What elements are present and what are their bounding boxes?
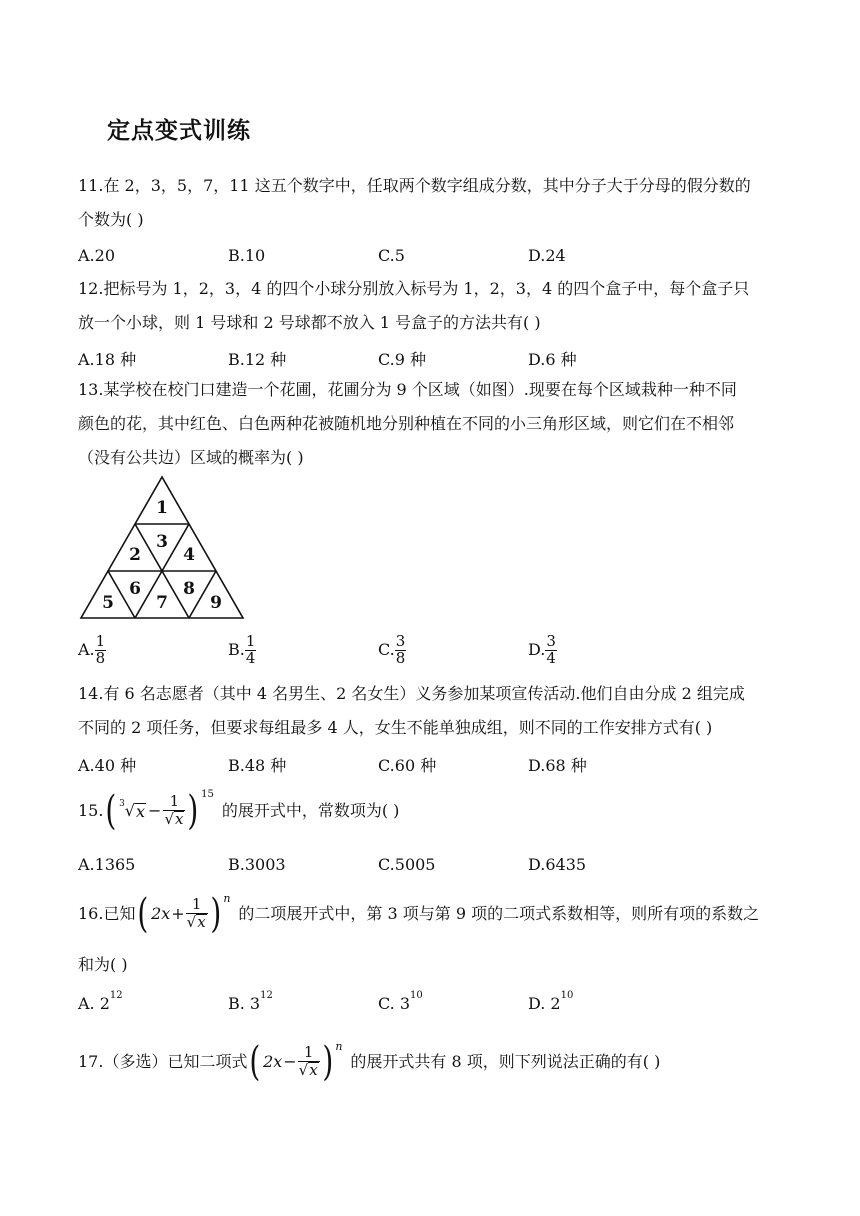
region-label-4: 4 xyxy=(183,545,195,565)
region-label-1: 1 xyxy=(156,498,168,518)
q12-option-c: C.9 种 xyxy=(378,350,427,369)
q11-line2: 个数为( ) xyxy=(78,210,144,229)
left-paren: ( xyxy=(137,891,149,937)
denominator xyxy=(298,1061,320,1079)
q13-option-c-prefix: C. xyxy=(378,639,395,659)
minus-sign: − xyxy=(148,801,162,820)
denominator: 8 xyxy=(95,648,106,667)
numerator: 3 xyxy=(546,632,556,650)
q11-options xyxy=(78,246,778,266)
q11-option-b: B.10 xyxy=(228,246,266,265)
q13-option-a-prefix: A. xyxy=(78,639,95,659)
numerator: 3 xyxy=(395,632,406,650)
term-2x: 2x xyxy=(263,1052,283,1071)
q15-option-a: A.1365 xyxy=(78,855,136,874)
exponent: 12 xyxy=(109,990,123,1001)
base: D. 2 xyxy=(528,994,561,1013)
q15-suffix: 的展开式中，常数项为( ) xyxy=(221,801,400,820)
base: A. 2 xyxy=(78,994,110,1013)
q12-line1: 12.把标号为 1，2，3，4 的四个小球分别放入标号为 1，2，3，4 的四个盒子中，每个盒子只 xyxy=(78,279,750,298)
q13-option-b xyxy=(228,634,256,667)
denominator xyxy=(186,913,208,931)
q14-option-a: A.40 种 xyxy=(78,756,137,775)
plus-sign: + xyxy=(171,904,185,923)
exponent: n xyxy=(335,1039,343,1053)
base: B. 3 xyxy=(228,994,261,1013)
q12-option-b: B.12 种 xyxy=(228,350,287,369)
section-title: 定点变式训练 xyxy=(107,118,251,144)
q13-option-b-prefix: B. xyxy=(228,639,245,659)
q15-fraction xyxy=(163,794,185,828)
q16-option-a xyxy=(78,990,123,1013)
q15-stem xyxy=(78,786,399,836)
q12-option-a: A.18 种 xyxy=(78,350,137,369)
q15-option-d: D.6435 xyxy=(528,855,587,874)
exponent: 10 xyxy=(410,990,423,1001)
term-2x: 2x xyxy=(151,904,171,923)
q13-line3: （没有公共边）区域的概率为( ) xyxy=(78,448,304,467)
q13-line2: 颜色的花，其中红色、白色两种花被随机地分别种植在不同的小三角形区域，则它们在不相邻 xyxy=(78,414,735,433)
q13-line1: 13.某学校在校门口建造一个花圃，花圃分为 9 个区域（如图）.现要在每个区域栽种一种不同 xyxy=(78,380,737,399)
q17-stem xyxy=(78,1036,660,1088)
numerator: 1 xyxy=(245,632,256,650)
q14-line2: 不同的 2 项任务，但要求每组最多 4 人，女生不能单独成组，则不同的工作安排方式有( ) xyxy=(78,718,713,737)
numerator: 1 xyxy=(303,1043,314,1062)
denominator: 8 xyxy=(395,648,406,667)
radical-sign: √ xyxy=(124,801,135,820)
q16-options xyxy=(78,990,778,1014)
q13-option-a-fraction xyxy=(95,634,107,667)
q15-option-c: C.5005 xyxy=(378,855,436,874)
radical-index: 3 xyxy=(119,798,125,809)
q11-option-a: A.20 xyxy=(78,246,115,265)
region-label-9: 9 xyxy=(210,593,222,613)
radical-sign: √ xyxy=(298,1061,309,1079)
radicand: x xyxy=(197,913,206,931)
q16-fraction xyxy=(186,897,208,931)
exponent: n xyxy=(223,891,231,905)
region-label-2: 2 xyxy=(129,545,141,565)
q16-suffix: 的二项展开式中，第 3 项与第 9 项的二项式系数相等，则所有项的系数之 xyxy=(238,904,760,923)
q15-option-b: B.3003 xyxy=(228,855,286,874)
region-label-5: 5 xyxy=(102,593,114,613)
right-paren: ) xyxy=(210,891,221,937)
q13-option-c-fraction xyxy=(395,634,407,667)
numerator: 1 xyxy=(95,632,106,650)
denominator xyxy=(163,810,185,828)
q13-option-c xyxy=(378,634,406,667)
q12-option-d: D.6 种 xyxy=(528,350,577,369)
region-label-8: 8 xyxy=(183,579,195,599)
q12-line2: 放一个小球，则 1 号球和 2 号球都不放入 1 号盒子的方法共有( ) xyxy=(78,313,541,332)
q14-line1: 14.有 6 名志愿者（其中 4 名男生、2 名女生）义务参加某项宣传活动.他们自由分成 2 组完成 xyxy=(78,684,745,703)
q13-option-d-prefix: D. xyxy=(528,639,546,659)
q16-option-d xyxy=(528,990,574,1013)
numerator: 1 xyxy=(169,792,180,811)
q16-prefix: 16.已知 xyxy=(78,904,136,923)
triangle-garden-figure xyxy=(78,474,248,624)
radical-sign: √ xyxy=(186,913,197,931)
q16-option-b xyxy=(228,990,273,1013)
q14-option-b: B.48 种 xyxy=(228,756,287,775)
q13-option-a xyxy=(78,634,106,667)
exponent: 15 xyxy=(201,789,214,800)
region-label-6: 6 xyxy=(129,579,141,599)
q11-line1: 11.在 2，3，5，7，11 这五个数字中，任取两个数字组成分数，其中分子大于分母的假分数的 xyxy=(78,176,751,195)
q14-options xyxy=(78,753,778,773)
right-paren: ) xyxy=(187,788,199,834)
q17-fraction xyxy=(298,1045,320,1079)
q13-options xyxy=(78,634,778,678)
q13-option-d-fraction xyxy=(545,634,557,667)
q17-prefix: 17.（多选）已知二项式 xyxy=(78,1052,248,1071)
region-label-3: 3 xyxy=(156,532,168,552)
region-label-7: 7 xyxy=(156,593,168,613)
left-paren: ( xyxy=(249,1039,261,1085)
radicand: x xyxy=(175,810,184,828)
q13-option-d xyxy=(528,634,557,667)
q11-option-d: D.24 xyxy=(528,246,566,265)
q11-option-c: C.5 xyxy=(378,246,405,265)
exponent: 10 xyxy=(560,990,574,1001)
q16-stem xyxy=(78,888,759,940)
denominator: 4 xyxy=(546,648,556,667)
exponent: 12 xyxy=(260,990,273,1001)
right-paren: ) xyxy=(322,1039,333,1085)
q14-option-c: C.60 种 xyxy=(378,756,437,775)
left-paren: ( xyxy=(105,788,117,834)
denominator: 4 xyxy=(245,648,256,667)
radical-sign: √ xyxy=(164,810,174,828)
q16-line2: 和为( ) xyxy=(78,955,128,974)
q12-options xyxy=(78,347,778,367)
numerator: 1 xyxy=(191,895,202,914)
base: C. 3 xyxy=(378,994,411,1013)
q16-option-c xyxy=(378,990,423,1013)
radicand: x xyxy=(136,801,146,821)
q14-option-d: D.68 种 xyxy=(528,756,587,775)
minus-sign: − xyxy=(283,1052,297,1071)
q13-option-b-fraction xyxy=(245,634,257,667)
q15-number: 15. xyxy=(78,801,104,820)
q15-options xyxy=(78,855,778,875)
radicand: x xyxy=(309,1061,318,1079)
q17-suffix: 的展开式共有 8 项，则下列说法正确的有( ) xyxy=(350,1052,661,1071)
